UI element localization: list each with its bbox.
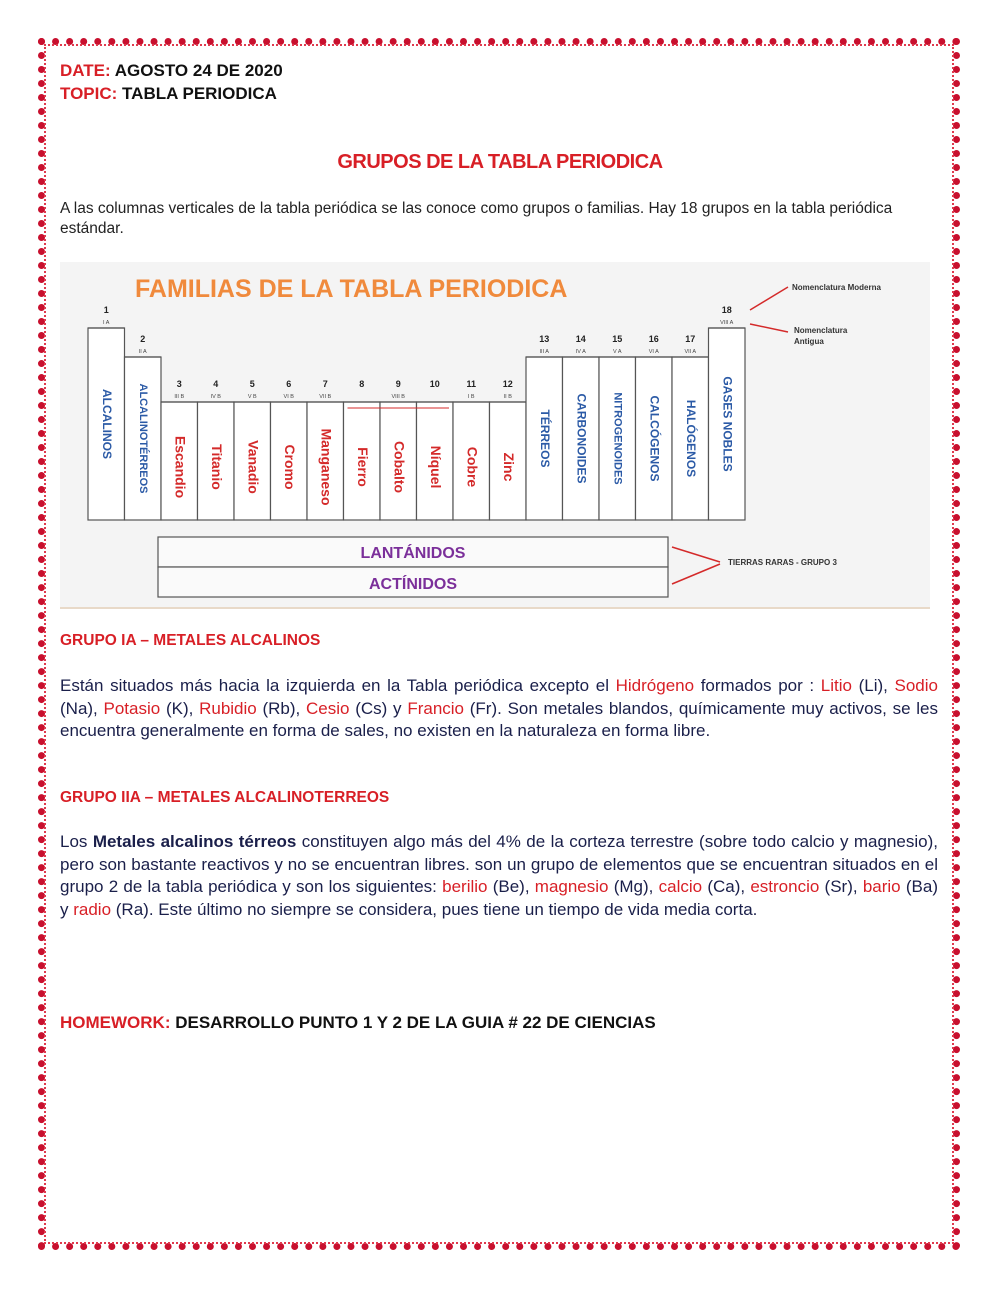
family-name: Cromo — [282, 444, 299, 490]
group-old-name: II A — [138, 349, 147, 355]
group-old-name: III A — [539, 349, 549, 355]
group-number: 16 — [648, 334, 659, 344]
rare-earths-label: TIERRAS RARAS - GRUPO 3 — [728, 558, 837, 567]
group-number: 2 — [140, 334, 146, 344]
group-number: 7 — [322, 379, 328, 389]
families-figure — [60, 262, 930, 609]
topic-value: TABLA PERIODICA — [122, 84, 277, 103]
text-run: (Li), — [851, 676, 895, 695]
topic-label: TOPIC: — [60, 84, 118, 103]
group-number: 13 — [539, 334, 550, 344]
legend-old-2: Antigua — [794, 337, 824, 346]
family-name: GASES NOBLES — [720, 376, 735, 472]
group-number: 11 — [466, 379, 477, 389]
group-number: 18 — [721, 305, 732, 315]
text-run: Están situados más hacia la izquierda en la Tabla periódica excepto el — [60, 676, 616, 695]
text-run: (Rb), — [256, 698, 307, 718]
homework-line — [60, 1013, 656, 1033]
date-line — [60, 61, 283, 81]
group-number: 17 — [685, 334, 696, 344]
element-radio: radio — [73, 899, 112, 919]
group-old-name: I B — [467, 394, 475, 400]
text-run: (Be), — [487, 877, 535, 896]
element-cesio: Cesio — [306, 698, 350, 718]
actinides-label: ACTÍNIDOS — [369, 576, 457, 593]
family-name: Cobre — [464, 446, 481, 488]
element-bario: bario — [862, 877, 901, 896]
family-name: NITROGENOIDES — [611, 392, 624, 485]
date-value: AGOSTO 24 DE 2020 — [114, 61, 283, 80]
group-old-name: VIII B — [391, 394, 405, 400]
group-number: 1 — [103, 305, 109, 315]
family-name: Titanio — [209, 444, 226, 490]
group-number: 9 — [395, 379, 401, 389]
element-berilio: berilio — [442, 877, 488, 896]
legend-old-1: Nomenclatura — [794, 326, 848, 335]
family-name: CARBONOIDES — [574, 393, 589, 484]
text-run: (K), — [160, 698, 200, 718]
group1-heading: GRUPO IA – METALES ALCALINOS — [60, 632, 321, 649]
group-number: 10 — [429, 379, 440, 389]
family-name: Vanadio — [245, 440, 262, 494]
group-old-name: VII A — [684, 349, 697, 355]
intro-paragraph: A las columnas verticales de la tabla periódica se las conoce como grupos o familias. Hay 18 grupos en la tabla periódica estándar. — [60, 200, 893, 237]
text-run: (Sr), — [819, 877, 863, 896]
group2-paragraph — [60, 831, 938, 921]
topic-line — [60, 84, 277, 104]
term-bold: Metales alcalinos térreos — [92, 832, 297, 851]
legend-modern: Nomenclatura Moderna — [792, 283, 881, 292]
family-name: Níquel — [428, 445, 445, 489]
element-hidrogeno: Hidrógeno — [615, 676, 695, 695]
group-old-name: VIII A — [720, 320, 734, 326]
text-run: (Ca), — [702, 877, 751, 896]
text-run: (Ba) y — [60, 877, 938, 919]
group-old-name: VII B — [319, 394, 332, 400]
family-name: ALCALINOTÉRREOS — [136, 383, 149, 494]
family-name: Escandio — [172, 435, 189, 499]
group-old-name: I A — [103, 320, 110, 326]
group-old-name: V A — [612, 349, 622, 355]
group-number: 3 — [176, 379, 182, 389]
element-sodio: Sodio — [894, 676, 938, 695]
date-label: DATE: — [60, 61, 111, 80]
figure-title: FAMILIAS DE LA TABLA PERIODICA — [135, 275, 568, 303]
text-run: (Na), — [60, 698, 104, 718]
family-name: Zinc — [501, 452, 518, 482]
text-run: formados por : — [694, 676, 821, 695]
element-litio: Litio — [820, 676, 852, 695]
group-number: 5 — [249, 379, 255, 389]
group-old-name: IV B — [210, 394, 221, 400]
group1-paragraph — [60, 675, 938, 743]
lanthanides-label: LANTÁNIDOS — [360, 545, 466, 562]
element-calcio: calcio — [658, 877, 703, 896]
family-name: ALCALINOS — [100, 389, 115, 459]
group-number: 6 — [286, 379, 292, 389]
homework-label: HOMEWORK: — [60, 1013, 171, 1032]
family-name: HALÓGENOS — [684, 399, 699, 478]
group-old-name: IV A — [575, 349, 586, 355]
group2-heading: GRUPO IIA – METALES ALCALINOTERREOS — [60, 789, 390, 806]
group-number: 15 — [612, 334, 623, 344]
group-old-name: V B — [247, 394, 257, 400]
group-number: 14 — [575, 334, 586, 344]
group-number: 8 — [359, 379, 365, 389]
text-run: Los — [60, 832, 93, 851]
homework-text: DESARROLLO PUNTO 1 Y 2 DE LA GUIA # 22 DE CIENCIAS — [170, 1013, 656, 1032]
text-run: constituyen algo más del 4% de la corteza terrestre (sobre todo calcio y magnesio), pero son bastante reactivos y no se encuentran libres. son un grupo de elementos que se encuentran situados en el grupo 2 de la tabla periódica y son los siguientes: — [60, 832, 938, 896]
text-run: (Ra). Este último no siempre se considera, pues tiene un tiempo de vida media corta. — [111, 899, 758, 919]
family-name: Manganeso — [318, 428, 335, 506]
group-old-name: III B — [174, 394, 185, 400]
text-run: (Mg), — [608, 877, 659, 896]
families-diagram — [60, 262, 930, 607]
element-magnesio: magnesio — [534, 877, 609, 896]
page-title: GRUPOS DE LA TABLA PERIODICA — [337, 151, 663, 173]
element-estroncio: estroncio — [750, 877, 820, 896]
text-run: (Fr). Son metales blandos, químicamente muy activos, se les encuentra generalmente en forma de sales, no existen en la naturaleza en forma libre. — [60, 698, 938, 740]
family-name: TÉRREOS — [538, 409, 553, 468]
element-rubidio: Rubidio — [199, 698, 257, 718]
element-potasio: Potasio — [103, 698, 161, 718]
element-francio: Francio — [407, 698, 464, 718]
group-number: 4 — [213, 379, 219, 389]
group-number: 12 — [502, 379, 513, 389]
family-name: CALCÓGENOS — [647, 395, 662, 482]
group-old-name: VI A — [648, 349, 659, 355]
group-old-name: II B — [503, 394, 512, 400]
group-old-name: VI B — [283, 394, 294, 400]
family-name: Cobalto — [391, 440, 408, 494]
text-run: (Cs) y — [349, 698, 408, 718]
family-name: Fierro — [355, 447, 372, 487]
